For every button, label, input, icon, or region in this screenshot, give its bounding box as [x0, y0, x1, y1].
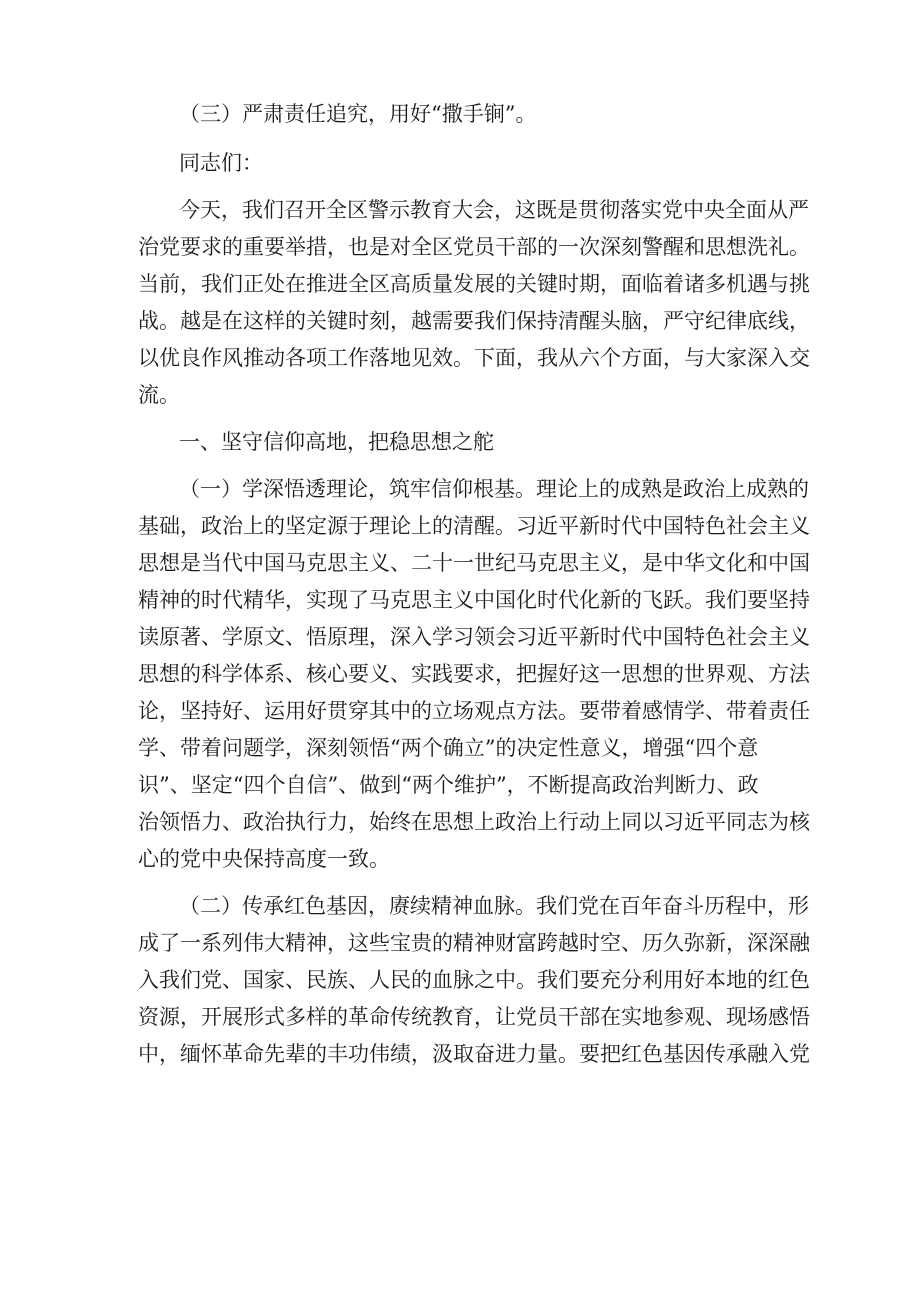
text-line: 治党要求的重要举措，也是对全区党员干部的一次深刻警醒和思想洗礼。 [138, 235, 810, 259]
text-line: 入我们党、国家、民族、人民的血脉之中。我们要充分利用好本地的红色 [138, 968, 810, 992]
text-line: 思想是当代中国马克思主义、二十一世纪马克思主义，是中华文化和中国 [138, 551, 810, 575]
text-line: 中，缅怀革命先辈的丰功伟绩，汲取奋进力量。要把红色基因传承融入党 [138, 1042, 810, 1066]
text-line: 资源，开展形式多样的革命传统教育，让党员干部在实地参观、现场感悟 [138, 1005, 810, 1029]
text-line: 战。越是在这样的关键时刻，越需要我们保持清醒头脑，严守纪律底线， [138, 309, 810, 333]
text-line: 一、坚守信仰高地，把稳思想之舵 [179, 430, 494, 454]
paragraph-theory [138, 471, 810, 878]
text-line: 精神的时代精华，实现了马克思主义中国化时代化新的飞跃。我们要坚持 [138, 588, 810, 612]
text-line: （二）传承红色基因，赓续精神血脉。我们党在百年奋斗历程中，形 [179, 894, 809, 918]
text-line: 论，坚持好、运用好贯穿其中的立场观点方法。要带着感情学、带着责任 [138, 699, 810, 723]
paragraph-red-gene [138, 888, 810, 1073]
intro-paragraph [138, 192, 810, 414]
text-line: 当前，我们正处在推进全区高质量发展的关键时期，面临着诸多机遇与挑 [138, 272, 810, 296]
subheading-accountability [138, 96, 783, 133]
text-line: 读原著、学原文、悟原理，深入学习领会习近平新时代中国特色社会主义 [138, 625, 810, 649]
text-line: 心的党中央保持高度一致。 [138, 847, 390, 871]
text-line: 流。 [138, 383, 180, 407]
text-line: 成了一系列伟大精神，这些宝贵的精神财富跨越时空、历久弥新，深深融 [138, 931, 810, 955]
text-line: 同志们： [179, 151, 263, 175]
text-line: 学、带着问题学，深刻领悟“两个确立”的决定性意义，增强“四个意 [138, 736, 759, 760]
text-line: （一）学深悟透理论，筑牢信仰根基。理论上的成熟是政治上成熟的 [179, 477, 809, 501]
salutation [138, 145, 783, 182]
text-line: 治领悟力、政治执行力，始终在思想上政治上行动上同以习近平同志为核 [138, 810, 810, 834]
section-heading-1 [138, 424, 783, 461]
document-body [138, 96, 810, 1073]
text-line: （三）严肃责任追究，用好“撒手锏”。 [179, 102, 537, 126]
text-line: 思想的科学体系、核心要义、实践要求，把握好这一思想的世界观、方法 [138, 662, 810, 686]
text-line: 今天，我们召开全区警示教育大会，这既是贯彻落实党中央全面从严 [179, 198, 809, 222]
text-line: 以优良作风推动各项工作落地见效。下面，我从六个方面，与大家深入交 [138, 346, 810, 370]
text-line: 基础，政治上的坚定源于理论上的清醒。习近平新时代中国特色社会主义 [138, 514, 810, 538]
text-line: 识”、坚定“四个自信”、做到“两个维护”，不断提高政治判断力、政 [138, 773, 759, 797]
